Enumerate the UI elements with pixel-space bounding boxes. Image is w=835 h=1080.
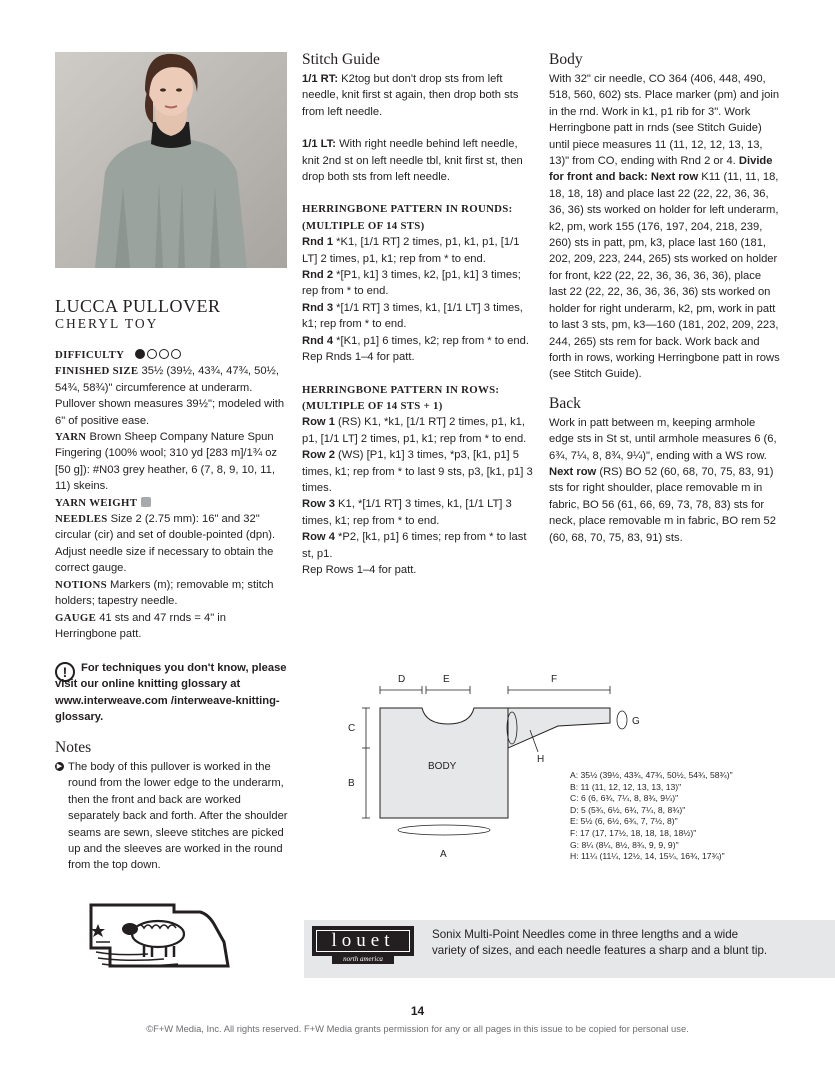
difficulty-row [55,347,290,363]
stitch-guide-heading: Stitch Guide [302,51,380,68]
yarn-weight [55,495,290,511]
back-text-a: Work in patt between m, keeping armhole edge sts in St st, until armhole measures 6 (6, 6¾, 7¼, 8, 8¾, 9¼)", ending with a WS row. [549,416,777,462]
back-text-b: (RS) BO 52 (60, 68, 70, 75, 83, 91) sts for right shoulder, place removable m in fabric, BO 56 (61, 66, 69, 73, 78, 83) sts for neck, place removable m in fabric, BO rem 52 (60, 68, 70, 75, 83, 91) sts. [549,465,776,544]
specs-column [55,347,290,642]
rows-repeat: Rep Rows 1–4 for patt. [302,563,417,576]
round-text: *K1, [1/1 RT] 2 times, p1, k1, p1, [1/1 LT] 2 times, p1, k1; rep from * to end. [302,236,520,265]
back-text [549,415,781,546]
gauge-label: GAUGE [55,611,97,624]
rounds-repeat: Rep Rnds 1–4 for patt. [302,351,415,364]
needles [55,511,290,577]
body-text-a: With 32" cir needle, CO 364 (406, 448, 490, 518, 560, 602) sts. Place marker (pm) and join in the rnd. Work in k1, p1 rib for 3". Work Herringbone patt in rnds (see Stitch Guide) until piece measures 11 (11, 12, 12, 13, 13, 13)" from CO, ending with Rnd 2 or 4. [549,73,780,168]
round-label: Rnd 2 [302,269,334,282]
note-text: The body of this pullover is worked in the round from the lower edge to the underarm, then the front and back are worked separately back and forth. After the shoulder seams are sewn, sleeve stitches are picked up and the sleeves are worked in the round from the top down. [68,761,288,872]
yarn-label: YARN [55,431,87,444]
measurement-b: B: 11 (11, 12, 12, 13, 13, 13)" [570,781,682,792]
note-item [55,759,295,874]
schematic-label-c: C [348,723,356,734]
copyright-footer: ©F+W Media, Inc. All rights reserved. F+W Media grants permission for any or all pages in this issue to be copied for personal use. [146,1023,689,1034]
row-1 [302,414,534,447]
gauge [55,610,290,643]
pattern-title: LUCCA PULLOVER [55,296,221,316]
instructions-column [549,51,781,546]
designer-name: CHERYL TOY [55,316,159,331]
body-text-bold: Divide for front and back: Next row [549,155,773,184]
stitch-guide-column [302,51,534,578]
notions [55,577,290,610]
louet-advertisement[interactable] [304,920,835,978]
rounds-heading: HERRINGBONE PATTERN IN ROUNDS: (MULTIPLE OF 14 STS) [302,203,513,232]
yarn-weight-1-icon [141,497,151,507]
difficulty-dot-icon [159,349,169,359]
finished-size-text: 35½ (39½, 43¾, 47¾, 50½, 54¾, 58¾)" circumference at underarm. Pullover shown measures 39½"; modeled with 6" of positive ease. [55,365,285,427]
schematic-label-g: G [632,716,640,727]
needles-text: Size 2 (2.75 mm): 16" and 32" circular (cir) and set of double-pointed (dpn). Adjust needle size if necessary to obtain the correct gauge. [55,513,276,575]
row-3 [302,496,534,529]
measurement-d: D: 5 (5¾, 6½, 6¾, 7¼, 8, 8¾)" [570,804,686,815]
measurement-a: A: 35½ (39½, 43¾, 47¾, 50½, 54¾, 58¾)" [570,770,733,780]
row-label: Row 2 [302,449,335,462]
measurement-h: H: 11¼ (11¼, 12½, 14, 15¼, 16¾, 17¾)" [570,851,725,862]
rt-definition [302,71,534,120]
round-text: *[K1, p1] 6 times, k2; rep from * to end. [333,334,529,347]
measurement-c: C: 6 (6, 6¾, 7¼, 8, 8¾, 9¼)" [570,793,679,804]
notions-label: NOTIONS [55,578,107,591]
nebraska-sheep-logo-icon [88,902,234,976]
difficulty-label: DIFFICULTY [55,349,125,361]
notes-heading: Notes [55,739,92,756]
row-4 [302,529,534,562]
louet-logo-box [312,926,414,956]
rt-label: 1/1 RT: [302,73,339,85]
row-text: (WS) [P1, k1] 3 times, *p3, [k1, p1] 5 times, k1; rep from * to last 9 sts, p3, [k1, p1] 3 times. [302,449,533,494]
lt-text: With right needle behind left needle, knit 2nd st on left needle tbl, knit first st, then drop both sts from left needle. [302,138,523,184]
round-4 [302,333,534,349]
schematic-label-h: H [537,754,545,765]
rt-text: K2tog but don't drop sts from left needle, knit first st again, then drop both sts from left needle. [302,73,519,118]
round-1 [302,234,534,267]
schematic-label-f: F [551,674,558,685]
difficulty-dot-icon [171,349,181,359]
difficulty-dot-icon [135,349,145,359]
difficulty-dot-icon [147,349,157,359]
louet-logo-sub: north america [332,955,394,964]
schematic-body-label: BODY [428,761,457,772]
gauge-text: 41 sts and 47 rnds = 4" in Herringbone patt. [55,611,227,640]
back-text-bold: Next row [549,465,597,478]
notions-text: Markers (m); removable m; stitch holders; tapestry needle. [55,578,274,608]
schematic-sleeve-shape [508,708,610,748]
row-label: Row 4 [302,531,335,544]
row-label: Row 3 [302,498,335,511]
schematic-label-a: A [440,849,447,860]
round-3 [302,300,534,333]
yarn-text: Brown Sheep Company Nature Spun Fingering (100% wool; 310 yd [283 m]/1¾ oz [50 g]): #N03 grey heather, 6 (7, 8, 9, 10, 11, 11) skeins. [55,431,278,493]
finished-size-label: FINISHED SIZE [55,365,139,378]
row-text: *P2, [k1, p1] 6 times; rep from * to last st, p1. [302,531,527,560]
model-photo-illustration [55,52,287,268]
row-label: Row 1 [302,416,335,429]
lt-label: 1/1 LT: [302,138,336,151]
yarn [55,429,290,495]
measurement-e: E: 5½ (6, 6½, 6¾, 7, 7½, 8)" [570,816,678,827]
measurement-f: F: 17 (17, 17½, 18, 18, 18, 18½)" [570,827,697,838]
round-text: *[P1, k1] 3 times, k2, [p1, k1] 3 times; rep from * to end. [302,269,521,298]
lt-definition [302,136,534,185]
bullet-arrow-icon: ▶ [56,763,63,770]
measurement-g: G: 8¼ (8¼, 8½, 8¾, 9, 9, 9)" [570,839,679,850]
finished-size [55,363,290,429]
techniques-callout [55,660,295,726]
schematic-measurements [570,770,733,863]
row-text: K1, *[1/1 RT] 3 times, k1, [1/1 LT] 3 times, k1; rep from * to end. [302,498,512,527]
techniques-text[interactable]: For techniques you don't know, please visit our online knitting glossary at www.interweave.com /interweave-knitting-glossary. [55,662,287,724]
body-heading: Body [549,51,583,68]
louet-logo-text: louet [316,930,410,952]
page-number: 14 [410,1004,425,1018]
exclamation-icon: ! [55,662,75,682]
body-text [549,71,781,383]
row-text: (RS) K1, *k1, [1/1 RT] 2 times, p1, k1, p1, [1/1 LT] 2 times, p1, k1; rep from * to end. [302,416,527,445]
notes-section [55,739,295,874]
model-photo [55,52,287,268]
round-text: *[1/1 RT] 3 times, k1, [1/1 LT] 3 times, k1; rep from * to end. [302,301,523,331]
body-text-b: K11 (11, 11, 18, 18, 18, 18) and place last 22 (22, 22, 36, 36, 36, 36) sts worked on holder for left underarm, k2, pm, work 155 (176, 197, 204, 218, 239, 260) sts in patt, pm, k3, place last 160 (181, 202, 209, 223, 244, 265) sts worked on holder for front, k22 (22, 22, 36, 36, 36, 36), place last 22 (22, 22, 36, 36, 36, 36) sts worked on holder for right underarm, k2, pm, work in patt to last 3 sts, pm, k3—160 (181, 202, 209, 223, 244, 265) sts rem for back. Work back and forth in rows, working Herringbone patt in rows (see Stitch Guide). [549,171,780,381]
schematic-label-e: E [443,674,450,685]
round-label: Rnd 4 [302,334,334,347]
schematic-label-b: B [348,778,355,789]
round-2 [302,267,534,300]
row-2 [302,447,534,496]
round-label: Rnd 1 [302,236,334,249]
ad-text: Sonix Multi-Point Needles come in three lengths and a wide variety of sizes, and each needle features a sharp and a blunt tip. [432,928,768,957]
back-heading: Back [549,394,581,412]
round-label: Rnd 3 [302,301,334,314]
louet-logo [312,926,412,972]
needles-label: NEEDLES [55,513,108,526]
yarn-weight-label: YARN WEIGHT [55,496,138,509]
rows-heading: HERRINGBONE PATTERN IN ROWS: (MULTIPLE OF 14 STS + 1) [302,383,500,412]
difficulty-dots [133,349,181,361]
schematic-label-d: D [398,674,406,685]
